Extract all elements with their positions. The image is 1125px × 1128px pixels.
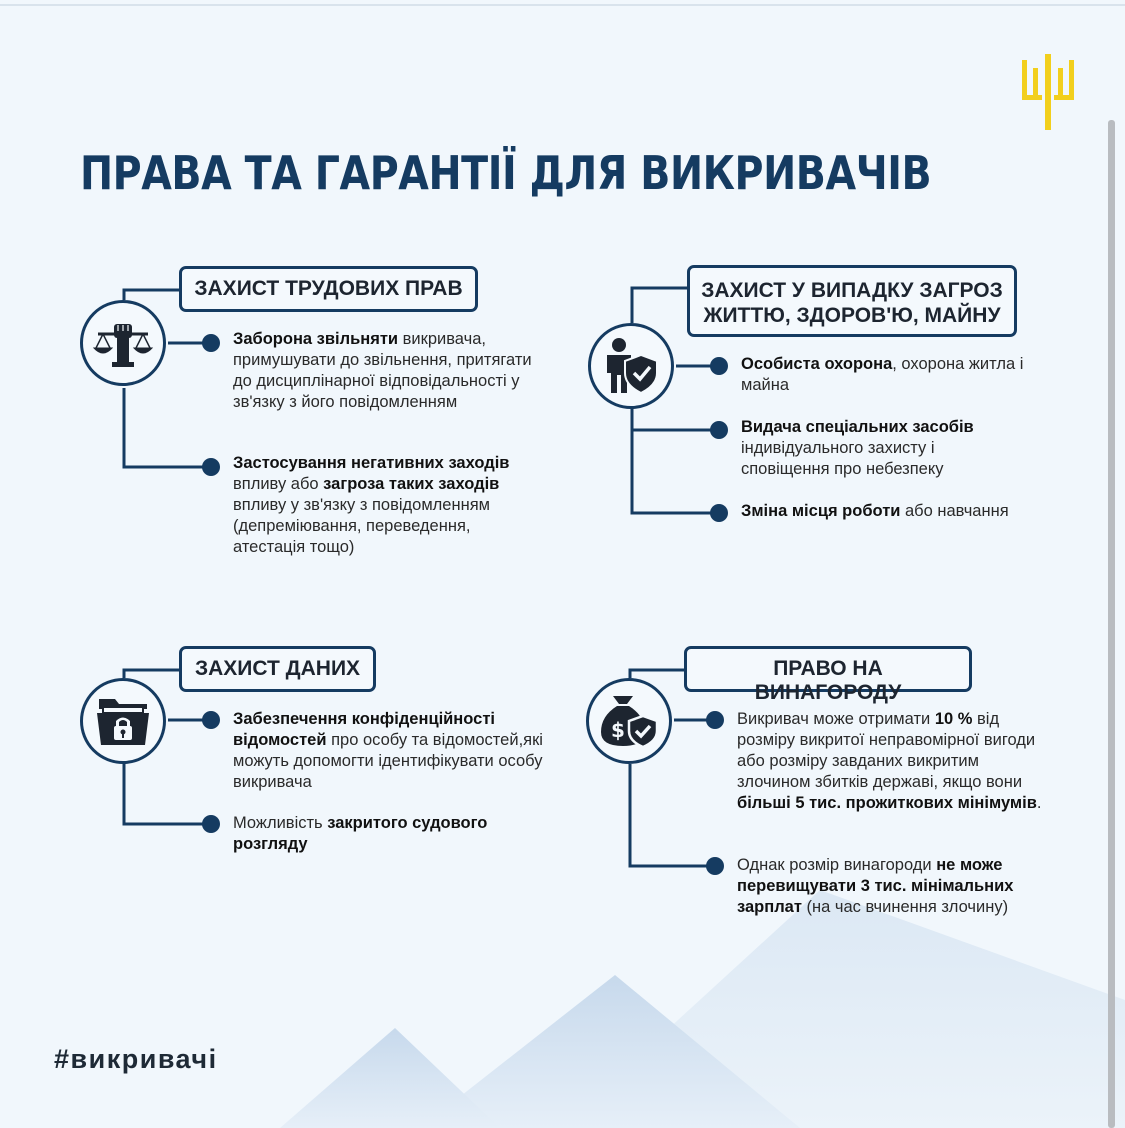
- reward-item-1-bold-1: 10 %: [934, 710, 973, 728]
- reward-item-1: [737, 709, 1047, 814]
- scales-fist-icon: [92, 318, 154, 368]
- data-item-1-bold: Забезпечення конфіденційності відомостей: [233, 710, 495, 749]
- data-protection-heading: [179, 646, 376, 692]
- reward-item-2-bold: не може перевищувати 3 тис. мінімальних зарплат: [737, 856, 1014, 916]
- labor-bullet-1: [202, 334, 220, 352]
- data-item-2-bold: закритого судового розгляду: [233, 814, 488, 853]
- reward-item-1-bold-2: більші 5 тис. прожиткових мінімумів: [737, 794, 1037, 812]
- labor-item-2-text-1: впливу або: [233, 475, 324, 493]
- reward-heading-text: ПРАВО НА ВИНАГОРОДУ: [754, 657, 902, 704]
- threats-item-1-bold: Особиста охорона: [741, 355, 893, 373]
- threats-bullet-1: [710, 357, 728, 375]
- threats-heading: [687, 265, 1017, 337]
- threats-heading-line1: ЗАХИСТ У ВИПАДКУ ЗАГРОЗ: [701, 279, 1003, 302]
- data-bullet-1: [202, 711, 220, 729]
- threats-item-2-text: індивідуального захисту і сповіщення про небезпеку: [741, 439, 944, 478]
- reward-item-1-text-2: від розміру викритої неправомірної вигоди або розміру завданих викритим злочином збитків державі, якщо вони: [737, 710, 1036, 791]
- data-icon-circle: [80, 678, 166, 764]
- threats-bullet-2: [710, 421, 728, 439]
- threats-item-3: [741, 501, 1061, 522]
- labor-item-2-bold-1: Застосування негативних заходів: [233, 454, 510, 472]
- data-item-2: [233, 813, 543, 855]
- reward-icon-circle: [586, 678, 672, 764]
- labor-icon-circle: [80, 300, 166, 386]
- reward-heading: [684, 646, 972, 704]
- person-shield-icon: [603, 337, 659, 395]
- labor-item-1-text: викривача, примушувати до звільнення, притягати до дисциплінарної відповідальності у зв'язку з його повідомленням: [233, 330, 532, 411]
- reward-item-1-text-3: .: [1036, 794, 1042, 812]
- money-bag-shield-icon: [599, 694, 659, 748]
- reward-bullet-1: [706, 711, 724, 729]
- labor-rights-heading-text: ЗАХИСТ ТРУДОВИХ ПРАВ: [194, 277, 463, 300]
- data-protection-heading-text: ЗАХИСТ ДАНИХ: [194, 657, 361, 680]
- page-title: ПРАВА ТА ГАРАНТІЇ ДЛЯ ВИКРИВАЧІВ: [80, 146, 932, 200]
- threats-icon-circle: [588, 323, 674, 409]
- reward-item-2: [737, 855, 1057, 918]
- data-item-1-text: про особу та відомостей,які можуть допомогти ідентифікувати особу викривача: [233, 731, 543, 791]
- threats-item-3-text: або навчання: [900, 502, 1009, 520]
- threats-item-1-text: , охорона житла і майна: [741, 355, 1024, 394]
- threats-bullet-3: [710, 504, 728, 522]
- svg-text:$: $: [611, 718, 625, 742]
- labor-item-1-bold: Заборона звільняти: [233, 330, 399, 348]
- reward-item-2-text-2: (на час вчинення злочину): [801, 898, 1009, 916]
- data-item-1: [233, 709, 543, 793]
- hashtag[interactable]: #викривачі: [54, 1044, 218, 1074]
- threats-item-2: [741, 417, 1016, 480]
- threats-item-1: [741, 354, 1061, 396]
- reward-item-2-text-1: Однак розмір винагороди: [737, 856, 937, 874]
- reward-bullet-2: [706, 857, 724, 875]
- labor-rights-heading: [179, 266, 478, 312]
- threats-item-3-bold: Зміна місця роботи: [741, 502, 901, 520]
- threats-item-2-bold: Видача спеціальних засобів: [741, 418, 974, 436]
- data-bullet-2: [202, 815, 220, 833]
- threats-heading-line2: ЖИТТЮ, ЗДОРОВ'Ю, МАЙНУ: [703, 304, 1001, 327]
- labor-item-1: [233, 329, 533, 413]
- labor-item-2-bold-2: загроза таких заходів: [323, 475, 500, 493]
- reward-item-1-text-1: Викривач може отримати: [737, 710, 935, 728]
- labor-bullet-2: [202, 458, 220, 476]
- folder-lock-icon: [95, 695, 151, 747]
- data-item-2-text: Можливість: [233, 814, 328, 832]
- labor-item-2-text-2: впливу у зв'язку з повідомленням (депреміювання, переведення, атестація тощо): [233, 496, 490, 556]
- labor-item-2: [233, 453, 545, 558]
